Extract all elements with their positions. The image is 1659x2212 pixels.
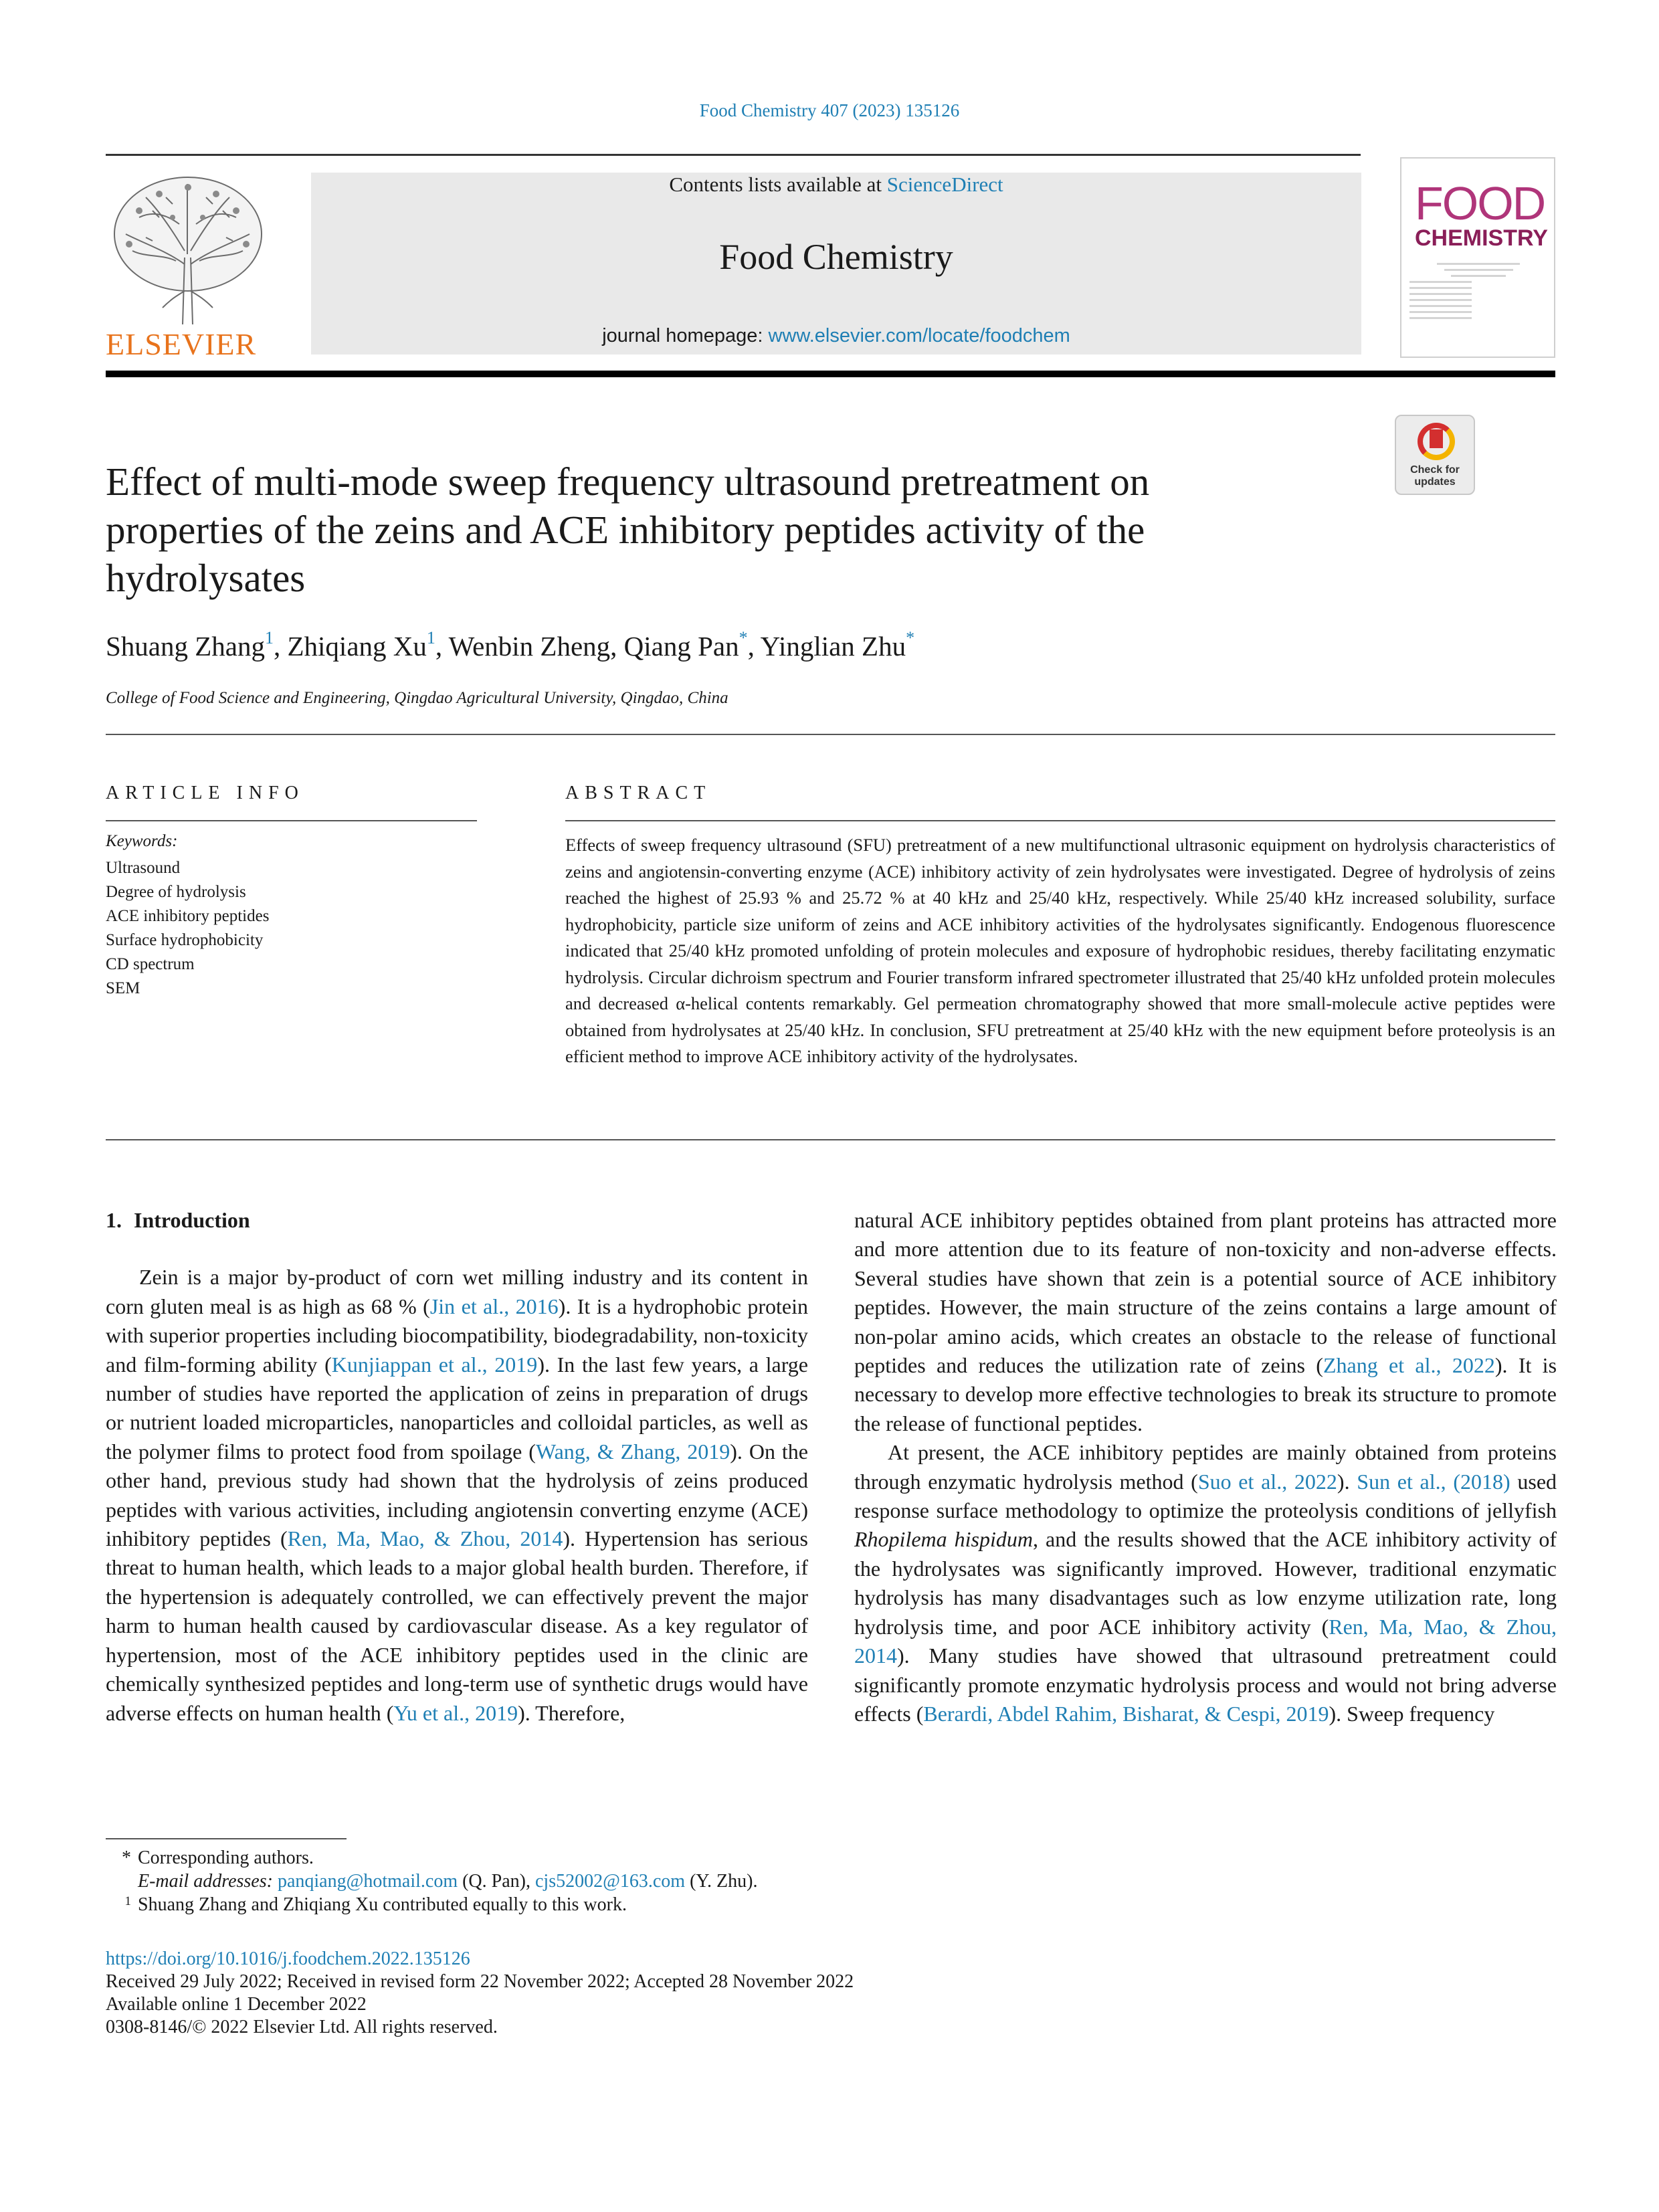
email-owner-pan: (Q. Pan),	[458, 1871, 535, 1892]
citation-link[interactable]: Ren, Ma, Mao, & Zhou, 2014	[854, 1614, 1557, 1668]
journal-title: Food Chemistry	[719, 237, 953, 277]
text-run: ). It is necessary to develop more effective technologies to break its structure to promote the release of functional peptides.	[854, 1353, 1557, 1435]
author-name: Shuang Zhang	[106, 631, 265, 662]
journal-cover[interactable]	[1400, 157, 1555, 358]
text-run: ). Hypertension has serious threat to human health, which leads to a major global health burden. Therefore, if the hypertension is adequately controlled, we can effectively prevent the major harm to human health caused by cardiovascular disease. As a key regulator of hypertension, most of the ACE inhibitory peptides used in the clinic are chemically synthesized peptides and long-term use of synthetic drugs would have adverse effects on human health (	[106, 1526, 809, 1725]
author-mark[interactable]: *	[906, 628, 915, 647]
author-mark[interactable]: 1	[426, 628, 435, 647]
masthead-rule	[106, 371, 1555, 377]
body-column-right	[854, 1206, 1557, 1728]
author-separator: ,	[747, 631, 761, 662]
bookmark-icon	[1430, 429, 1443, 448]
divider-rule	[106, 734, 1555, 735]
affiliation: College of Food Science and Engineering, Qingdao Agricultural University, Qingdao, China	[106, 689, 728, 707]
author-mark[interactable]: *	[739, 628, 748, 647]
text-run: , and the results showed that the ACE inhibitory activity of the hydrolysates was significantly improved. However, traditional enzymatic hydrolysis has many disadvantages such as low enzyme utilization rate, long hydrolysis time, and poor ACE inhibitory activity (	[854, 1527, 1557, 1639]
journal-reference[interactable]: Food Chemistry 407 (2023) 135126	[699, 100, 960, 120]
footnotes	[106, 1846, 1510, 1916]
contents-prefix: Contents lists available at	[669, 173, 887, 196]
citation-link[interactable]: Zhang et al., 2022	[1323, 1353, 1495, 1378]
text-run: ). Sweep frequency	[1329, 1701, 1495, 1726]
doi-link[interactable]: https://doi.org/10.1016/j.foodchem.2022.135126	[106, 1948, 470, 1969]
keywords-list	[106, 856, 269, 1001]
author-list	[106, 630, 914, 662]
text-run: ). On the other hand, previous study had shown that the hydrolysis of zeins produced peptides with various activities, including angiotensin converting enzyme (ACE) inhibitory peptides (	[106, 1439, 809, 1551]
journal-masthead	[311, 173, 1361, 355]
homepage-line	[311, 325, 1361, 347]
author-name: Zhiqiang Xu	[287, 631, 427, 662]
email-owner-zhu: (Y. Zhu).	[685, 1871, 758, 1892]
abstract-heading: ABSTRACT	[565, 783, 712, 803]
author-mark[interactable]: 1	[265, 628, 274, 647]
citation-link[interactable]: Yu et al., 2019	[393, 1700, 518, 1725]
cover-chemistry-word: CHEMISTRY	[1415, 225, 1548, 251]
text-run: ). Many studies have showed that ultrasound pretreatment could significantly promote enzymatic hydrolysis process and would not bring adverse effects (	[854, 1643, 1557, 1726]
citation-link[interactable]: Berardi, Abdel Rahim, Bisharat, & Cespi, 2019	[923, 1701, 1329, 1726]
header-rule	[106, 154, 1361, 156]
section-heading	[106, 1206, 808, 1235]
author-separator: ,	[435, 631, 449, 662]
footnote-equal	[106, 1893, 1510, 1916]
text-run: ). Therefore,	[518, 1700, 625, 1725]
online-date: Available online 1 December 2022	[106, 1994, 367, 2015]
section-number: 1.	[106, 1208, 122, 1232]
article-title: Effect of multi-mode sweep frequency ultrasound pretreatment on properties of the zeins and ACE inhibitory peptides activity of the hydrolysates	[106, 460, 1150, 600]
text-run: Zein is a major by-product of corn wet milling industry and its content in corn gluten meal is as high as 68 % (	[106, 1265, 808, 1318]
cover-editor-lines	[1409, 259, 1547, 323]
paragraph	[854, 1206, 1557, 1438]
homepage-prefix: journal homepage:	[602, 325, 769, 346]
contents-line	[311, 173, 1361, 197]
paragraph	[854, 1438, 1557, 1728]
text-run: ). In the last few years, a large number of studies have reported the application of zeins in preparation of drugs or nutrient loaded microparticles, nanoparticles and colloidal particles, as well as the polymer films to protect food from spoilage (	[106, 1352, 809, 1464]
corresponding-text: Corresponding authors.	[138, 1847, 314, 1868]
check-updates-label: Check for updates	[1410, 464, 1460, 488]
sciencedirect-link[interactable]: ScienceDirect	[886, 173, 1003, 196]
keyword-item: SEM	[106, 979, 140, 997]
body-column-left	[106, 1206, 808, 1728]
citation-link[interactable]: Suo et al., 2022	[1197, 1469, 1337, 1494]
equal-contribution-text: Shuang Zhang and Zhiqiang Xu contributed equally to this work.	[138, 1894, 627, 1915]
keyword-item: CD spectrum	[106, 955, 195, 973]
article-info-rule	[106, 820, 477, 821]
citation-link[interactable]: Wang, & Zhang, 2019	[535, 1439, 730, 1464]
section-title: Introduction	[134, 1208, 250, 1232]
keyword-item: Degree of hydrolysis	[106, 883, 246, 901]
email-link-pan[interactable]: panqiang@hotmail.com	[277, 1871, 458, 1892]
citation-link[interactable]: Jin et al., 2016	[429, 1294, 559, 1318]
homepage-link[interactable]: www.elsevier.com/locate/foodchem	[768, 325, 1070, 346]
citation-link[interactable]: Ren, Ma, Mao, & Zhou, 2014	[287, 1526, 563, 1551]
abstract-text: Effects of sweep frequency ultrasound (SFU) pretreatment of a new multifunctional ultrasonic equipment on hydrolysis characteristics of zeins and angiotensin-converting enzyme (ACE) inhibitory activity of zein hydrolysates were investigated. Degree of hydrolysis of zeins reached the highest of 25.93 % and 25.72 % at 40 kHz and 25/40 kHz, respectively. While 25/40 kHz increased solubility, surface hydrophobicity, particle size uniform of zeins and ACE inhibitory activities of the hydrolysates significantly. Endogenous fluorescence indicated that 25/40 kHz promoted unfolding of protein molecules and exposure of hydrophobic residues, thereby facilitating enzymatic hydrolysis. Circular dichroism spectrum and Fourier transform infrared spectrometer illustrated that 25/40 kHz unfolded protein molecules and decreased α-helical contents remarkably. Gel permeation chromatography showed that more small-molecule active peptides were obtained from hydrolysates at 25/40 kHz. In conclusion, SFU pretreatment at 25/40 kHz with the new equipment before proteolysis is an efficient method to improve ACE inhibitory activity of the hydrolysates.	[565, 835, 1555, 1066]
keyword-item: Ultrasound	[106, 859, 181, 877]
publisher-name: ELSEVIER	[106, 327, 257, 361]
cover-food-word: FOOD	[1415, 177, 1545, 229]
text-run: At present, the ACE inhibitory peptides are mainly obtained from proteins through enzymatic hydrolysis method (	[854, 1440, 1557, 1494]
citation-link[interactable]: Kunjiappan et al., 2019	[331, 1352, 538, 1377]
email-link-zhu[interactable]: cjs52002@163.com	[534, 1871, 686, 1892]
keyword-item: Surface hydrophobicity	[106, 931, 264, 949]
footnote-mark: 1	[124, 1894, 131, 1908]
keyword-item: ACE inhibitory peptides	[106, 907, 270, 925]
copyright: 0308-8146/© 2022 Elsevier Ltd. All rights reserved.	[106, 2017, 498, 2037]
author-separator: ,	[610, 631, 624, 662]
check-for-updates-button[interactable]	[1395, 415, 1475, 495]
footnote-corresponding: * Corresponding authors.	[122, 1847, 314, 1868]
publication-info	[106, 1948, 1510, 2039]
footnote-emails	[106, 1870, 1510, 1893]
text-run: used response surface methodology to optimize the proteolysis conditions of jellyfish	[854, 1469, 1557, 1523]
text-run: ).	[1337, 1469, 1357, 1494]
received-dates: Received 29 July 2022; Received in revised form 22 November 2022; Accepted 28 November 2022	[106, 1971, 854, 1992]
text-run: natural ACE inhibitory peptides obtained from plant proteins has attracted more and more attention due to its feature of non-toxicity and non-adverse effects. Several studies have shown that zein is a potential source of ACE inhibitory peptides. However, the main structure of the zeins contains a large amount of non-polar amino acids, which creates an obstacle to the release of functional peptides and reduces the utilization rate of zeins (	[854, 1208, 1557, 1378]
email-label: E-mail addresses:	[138, 1871, 273, 1892]
author-separator: ,	[274, 631, 288, 662]
article-info-heading: ARTICLE INFO	[106, 783, 304, 803]
divider-rule	[106, 1139, 1555, 1140]
species-name: Rhopilema hispidum	[854, 1527, 1034, 1552]
author-name: Wenbin Zheng	[448, 631, 611, 662]
keywords-label: Keywords:	[106, 832, 178, 850]
author-name: Yinglian Zhu	[760, 631, 906, 662]
author-name: Qiang Pan	[623, 631, 739, 662]
footnote-rule	[106, 1838, 347, 1839]
text-run: ). It is a hydrophobic protein with superior properties including biocompatibility, biodegradability, non-toxicity and film-forming ability (	[106, 1294, 808, 1377]
citation-link[interactable]: Sun et al., (2018)	[1357, 1469, 1510, 1494]
paragraph	[106, 1263, 808, 1728]
abstract-rule	[565, 820, 1555, 821]
